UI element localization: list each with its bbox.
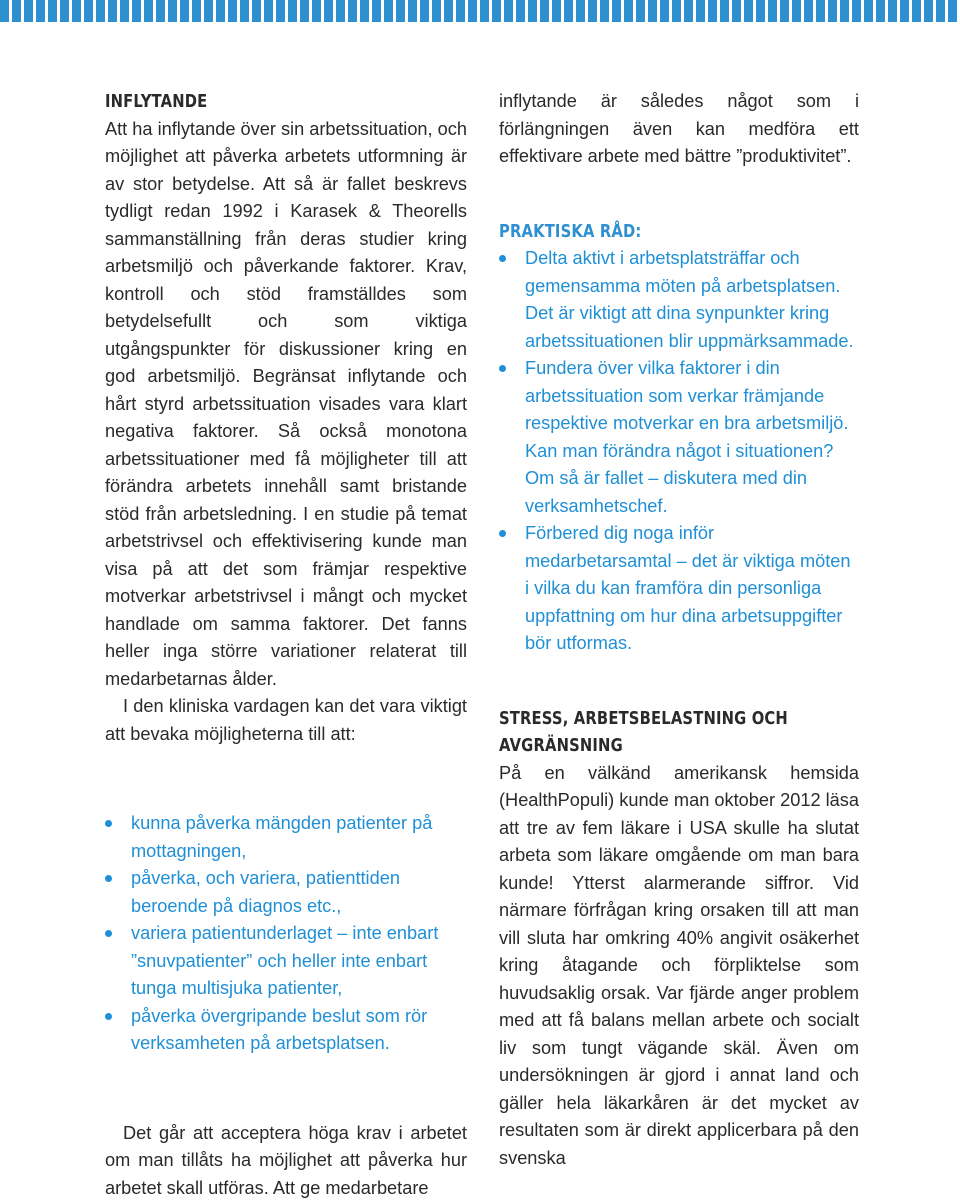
- bullet-icon: [499, 365, 506, 372]
- body-paragraph: inflytande är således något som i förlängningen även kan medföra ett effektivare arbete med bättre ”produktivitet”.: [499, 88, 859, 171]
- body-paragraph: Att ha inflytande över sin arbetssituation, och möjlighet att påverka arbetets utformning är av stor betydelse. Att så är fallet beskrevs tydligt redan 1992 i Karasek & Theorells sammanställning från deras studier kring arbetsmiljö och påverkande faktorer. Krav, kontroll och stöd framställdes som betydelsefullt och som viktiga utgångspunkter för diskussioner kring en god arbetsmiljö. Begränsat inflytande och hårt styrd arbetssituation visades vara klart negativa faktorer. Så också monotona arbetssituationer med få möjligheter till att förändra arbetets innehåll samt bristande stöd från arbetsledning. I en studie på temat arbetstrivsel och effektivisering kunde man visa på att det som främjar respektive motverkar arbetstrivsel i mångt och mycket handlade om samma faktorer. Det fanns heller inga större variationer relaterat till medarbetarnas ålder.: [105, 116, 467, 694]
- bullet-icon: [105, 1013, 112, 1020]
- list-item: [499, 355, 859, 520]
- bullet-icon: [499, 530, 506, 537]
- bullet-icon: [499, 255, 506, 262]
- list-item: [105, 865, 467, 920]
- list-item-text: Fundera över vilka faktorer i din arbetssituation som verkar främjande respektive motverkar en bra arbetsmiljö. Kan man förändra något i situationen? Om så är fallet – diskutera med din verksamhetschef.: [525, 358, 848, 516]
- right-column: [499, 88, 859, 1172]
- bullet-icon: [105, 930, 112, 937]
- body-paragraph: Det går att acceptera höga krav i arbetet om man tillåts ha möjlighet att påverka hur arbetet skall utföras. Att ge medarbetare: [105, 1120, 467, 1202]
- section-heading-inflytande: INFLYTANDE: [105, 88, 402, 116]
- body-paragraph: På en välkänd amerikansk hemsida (HealthPopuli) kunde man oktober 2012 läsa att tre av fem läkare i USA skulle ha slutat arbeta som läkare omgående om man bara kunde! Ytterst alarmerande siffror. Vid närmare förfrågan kring orsaken till att man vill sluta har omkring 40% angivit osäkerhet kring åtagande och förpliktelse som huvudsaklig orsak. Var fjärde anger problem med att få balans mellan arbete och socialt liv som tungt vägande skäl. Även om undersökningen är gjord i annat land och gäller hela läkarkåren är det mycket av resultaten som är direkt applicerbara på den svenska: [499, 760, 859, 1173]
- list-item: [105, 1003, 467, 1058]
- top-decorative-band: [0, 0, 960, 22]
- section-heading-praktiska-rad: PRAKTISKA RÅD:: [499, 218, 794, 246]
- list-item-text: kunna påverka mängden patienter på mottagningen,: [131, 813, 432, 861]
- list-item: [105, 920, 467, 1003]
- bullet-list: [105, 810, 467, 1058]
- list-item-text: Delta aktivt i arbetsplatsträffar och gemensamma möten på arbetsplatsen. Det är viktigt att dina synpunkter kring arbetssituationen blir uppmärksammade.: [525, 248, 854, 351]
- left-column: [105, 88, 467, 1202]
- list-item-text: variera patientunderlaget – inte enbart ”snuvpatienter” och heller inte enbart tunga multisjuka patienter,: [131, 923, 438, 998]
- list-item-text: påverka övergripande beslut som rör verksamheten på arbetsplatsen.: [131, 1006, 427, 1054]
- section-heading-stress-line2: AVGRÄNSNING: [499, 732, 794, 760]
- list-item: [105, 810, 467, 865]
- advice-list: [499, 245, 859, 658]
- list-item-text: påverka, och variera, patienttiden beroende på diagnos etc.,: [131, 868, 400, 916]
- list-item-text: Förbered dig noga inför medarbetarsamtal – det är viktiga möten i vilka du kan framföra din personliga uppfattning om hur dina arbetsuppgifter bör utformas.: [525, 523, 851, 653]
- body-paragraph: I den kliniska vardagen kan det vara viktigt att bevaka möjligheterna till att:: [105, 693, 467, 748]
- bullet-icon: [105, 875, 112, 882]
- bullet-icon: [105, 820, 112, 827]
- section-heading-stress: STRESS, ARBETSBELASTNING OCH: [499, 705, 794, 733]
- list-item: [499, 520, 859, 658]
- list-item: [499, 245, 859, 355]
